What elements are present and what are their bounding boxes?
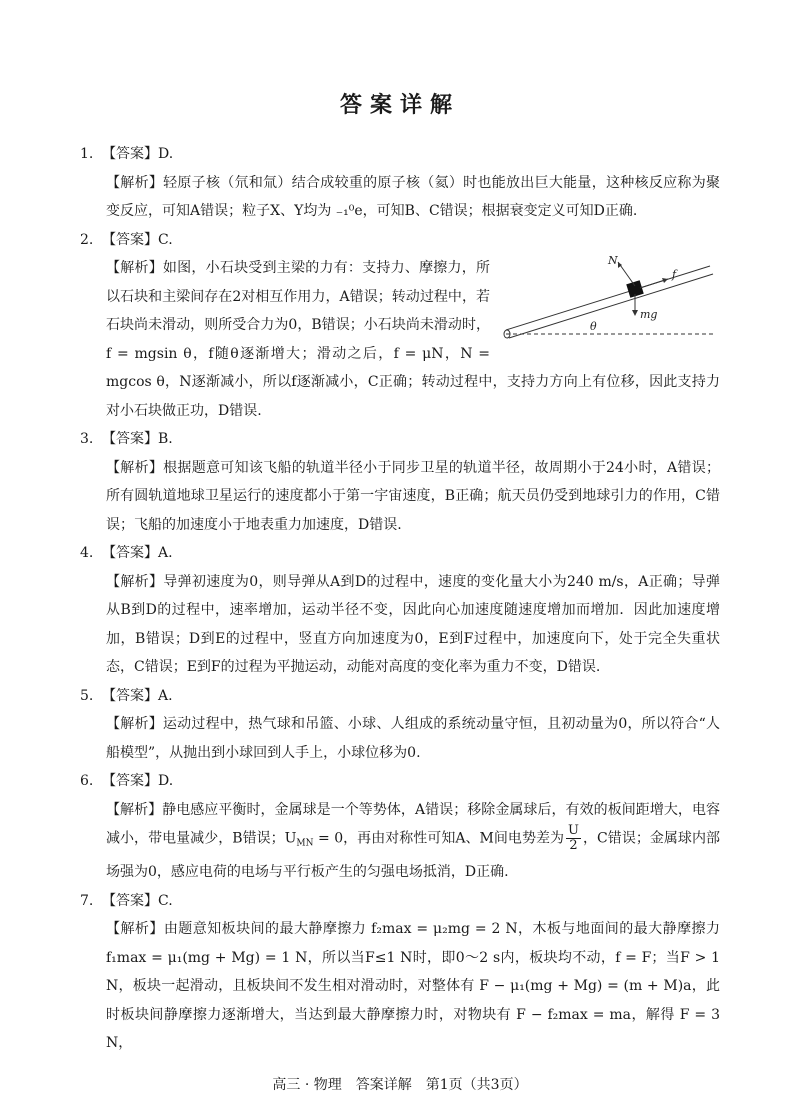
item-number: 6. xyxy=(80,773,94,789)
subscript: MN xyxy=(296,838,314,849)
answer-item-7 xyxy=(80,887,720,1058)
answer-item-3 xyxy=(80,425,720,539)
item-number: 2. xyxy=(80,231,94,248)
answer-item-2 xyxy=(80,226,720,426)
item-number: 7. xyxy=(80,892,94,909)
page-footer: 高三 · 物理 答案详解 第1页（共3页） xyxy=(272,1077,528,1093)
explanation-text: 【解析】导弹初速度为0，则导弹从A到D的过程中，速度的变化量大小为240 m/s，A正确；导弹从B到D的过程中，速率增加，运动半径不变，因此向心加速度随速度增加而增加．因此加速度增加，B错误；D到E的过程中，竖直方向加速度为0，E到F过程中，加速度向下，处于完全失重状态，C错误；E到F的过程为平抛运动，动能对高度的变化率为重力不变，D错误. xyxy=(106,573,720,675)
explanation-text: 【解析】如图，小石块受到主梁的力有：支持力、摩擦力，所以石块和主梁间存在2对相互作用力，A错误；转动过程中，若石块尚未滑动，则所受合力为0，B错误；小石块尚未滑动时，f = mgsin θ，f随θ逐渐增大；滑动之后，f = μN，N = mgcos θ，N逐渐减小，所以f逐渐减小，C正确；转动过程中，支持力方向上有位移，因此支持力对小石块做正功，D错误. xyxy=(106,260,720,419)
item-number: 4. xyxy=(80,545,94,561)
answer-label: 【答案】B. xyxy=(102,431,173,447)
item-number: 1. xyxy=(80,146,94,162)
answer-label: 【答案】A. xyxy=(102,687,173,704)
answer-label: 【答案】D. xyxy=(102,773,174,789)
label-normal: N xyxy=(608,256,618,267)
answer-label: 【答案】C. xyxy=(102,892,173,909)
label-angle: θ xyxy=(590,320,597,333)
item-number: 5. xyxy=(80,687,94,704)
answer-item-6 xyxy=(80,767,720,887)
item-number: 3. xyxy=(80,431,94,447)
page-title: 答案详解 xyxy=(339,92,460,118)
label-gravity: mg xyxy=(640,308,658,321)
explanation-text: 【解析】由题意知板块间的最大静摩擦力 f₂max = μ₂mg = 2 N，木板与地面间的最大静摩擦力 f₁max = μ₁(mg + Mg) = 1 N，所以当F≤1 N时，即0～2 s内，板块均不动，f = F；当F > 1 N，板块一起滑动，且板块间不发生相对滑动时，对整体有 F − μ₁(mg + Mg) = (m + M)a，此时板块间静摩擦力逐渐增大，当达到最大静摩擦力时，对物块有 F − f₂max = ma，解得 F = 3 N， xyxy=(106,921,720,1051)
answer-item-4 xyxy=(80,539,720,682)
answer-item-1 xyxy=(80,140,720,226)
answer-list xyxy=(80,140,720,1058)
answer-label: 【答案】A. xyxy=(102,545,173,561)
beam xyxy=(504,266,713,338)
explanation-text: 【解析】根据题意可知该飞船的轨道半径小于同步卫星的轨道半径，故周期小于24小时，A错误；所有圆轨道地球卫星运行的速度都小于第一宇宙速度，B正确；航天员仍受到地球引力的作用，C错误；飞船的加速度小于地表重力加速度，D错误. xyxy=(106,459,720,533)
explanation-text: 【解析】静电感应平衡时，金属球是一个等势体，A错误；移除金属球后，有效的板间距增大，电容减小，带电量减少，B错误；$U_{MN} = 0$，再由对称性可知A、M间电势差为 $\frac{U}{2}$ ，C错误；金属球内部场强为0，感应电荷的电场与平行板产生的匀强电场抵消，D正确. xyxy=(106,801,720,880)
label-friction: f xyxy=(672,268,677,281)
explanation-text: 【解析】运动过程中，热气球和吊篮、小球、人组成的系统动量守恒，且初动量为0，所以符合“人船模型”，从抛出到小球回到人手上，小球位移为0. xyxy=(106,716,720,761)
answer-label: 【答案】C. xyxy=(102,231,173,248)
explanation-text: 【解析】轻原子核（氘和氚）结合成较重的原子核（氦）时也能放出巨大能量，这种核反应称为聚变反应，可知A错误；粒子X、Y均为 ₋₁⁰e，可知B、C错误；根据衰变定义可知D正确. xyxy=(106,174,720,219)
answer-item-5 xyxy=(80,682,720,768)
force-diagram xyxy=(500,256,720,352)
fraction: $\frac{U}{2}$ xyxy=(568,823,579,853)
answer-label: 【答案】D. xyxy=(102,146,174,162)
